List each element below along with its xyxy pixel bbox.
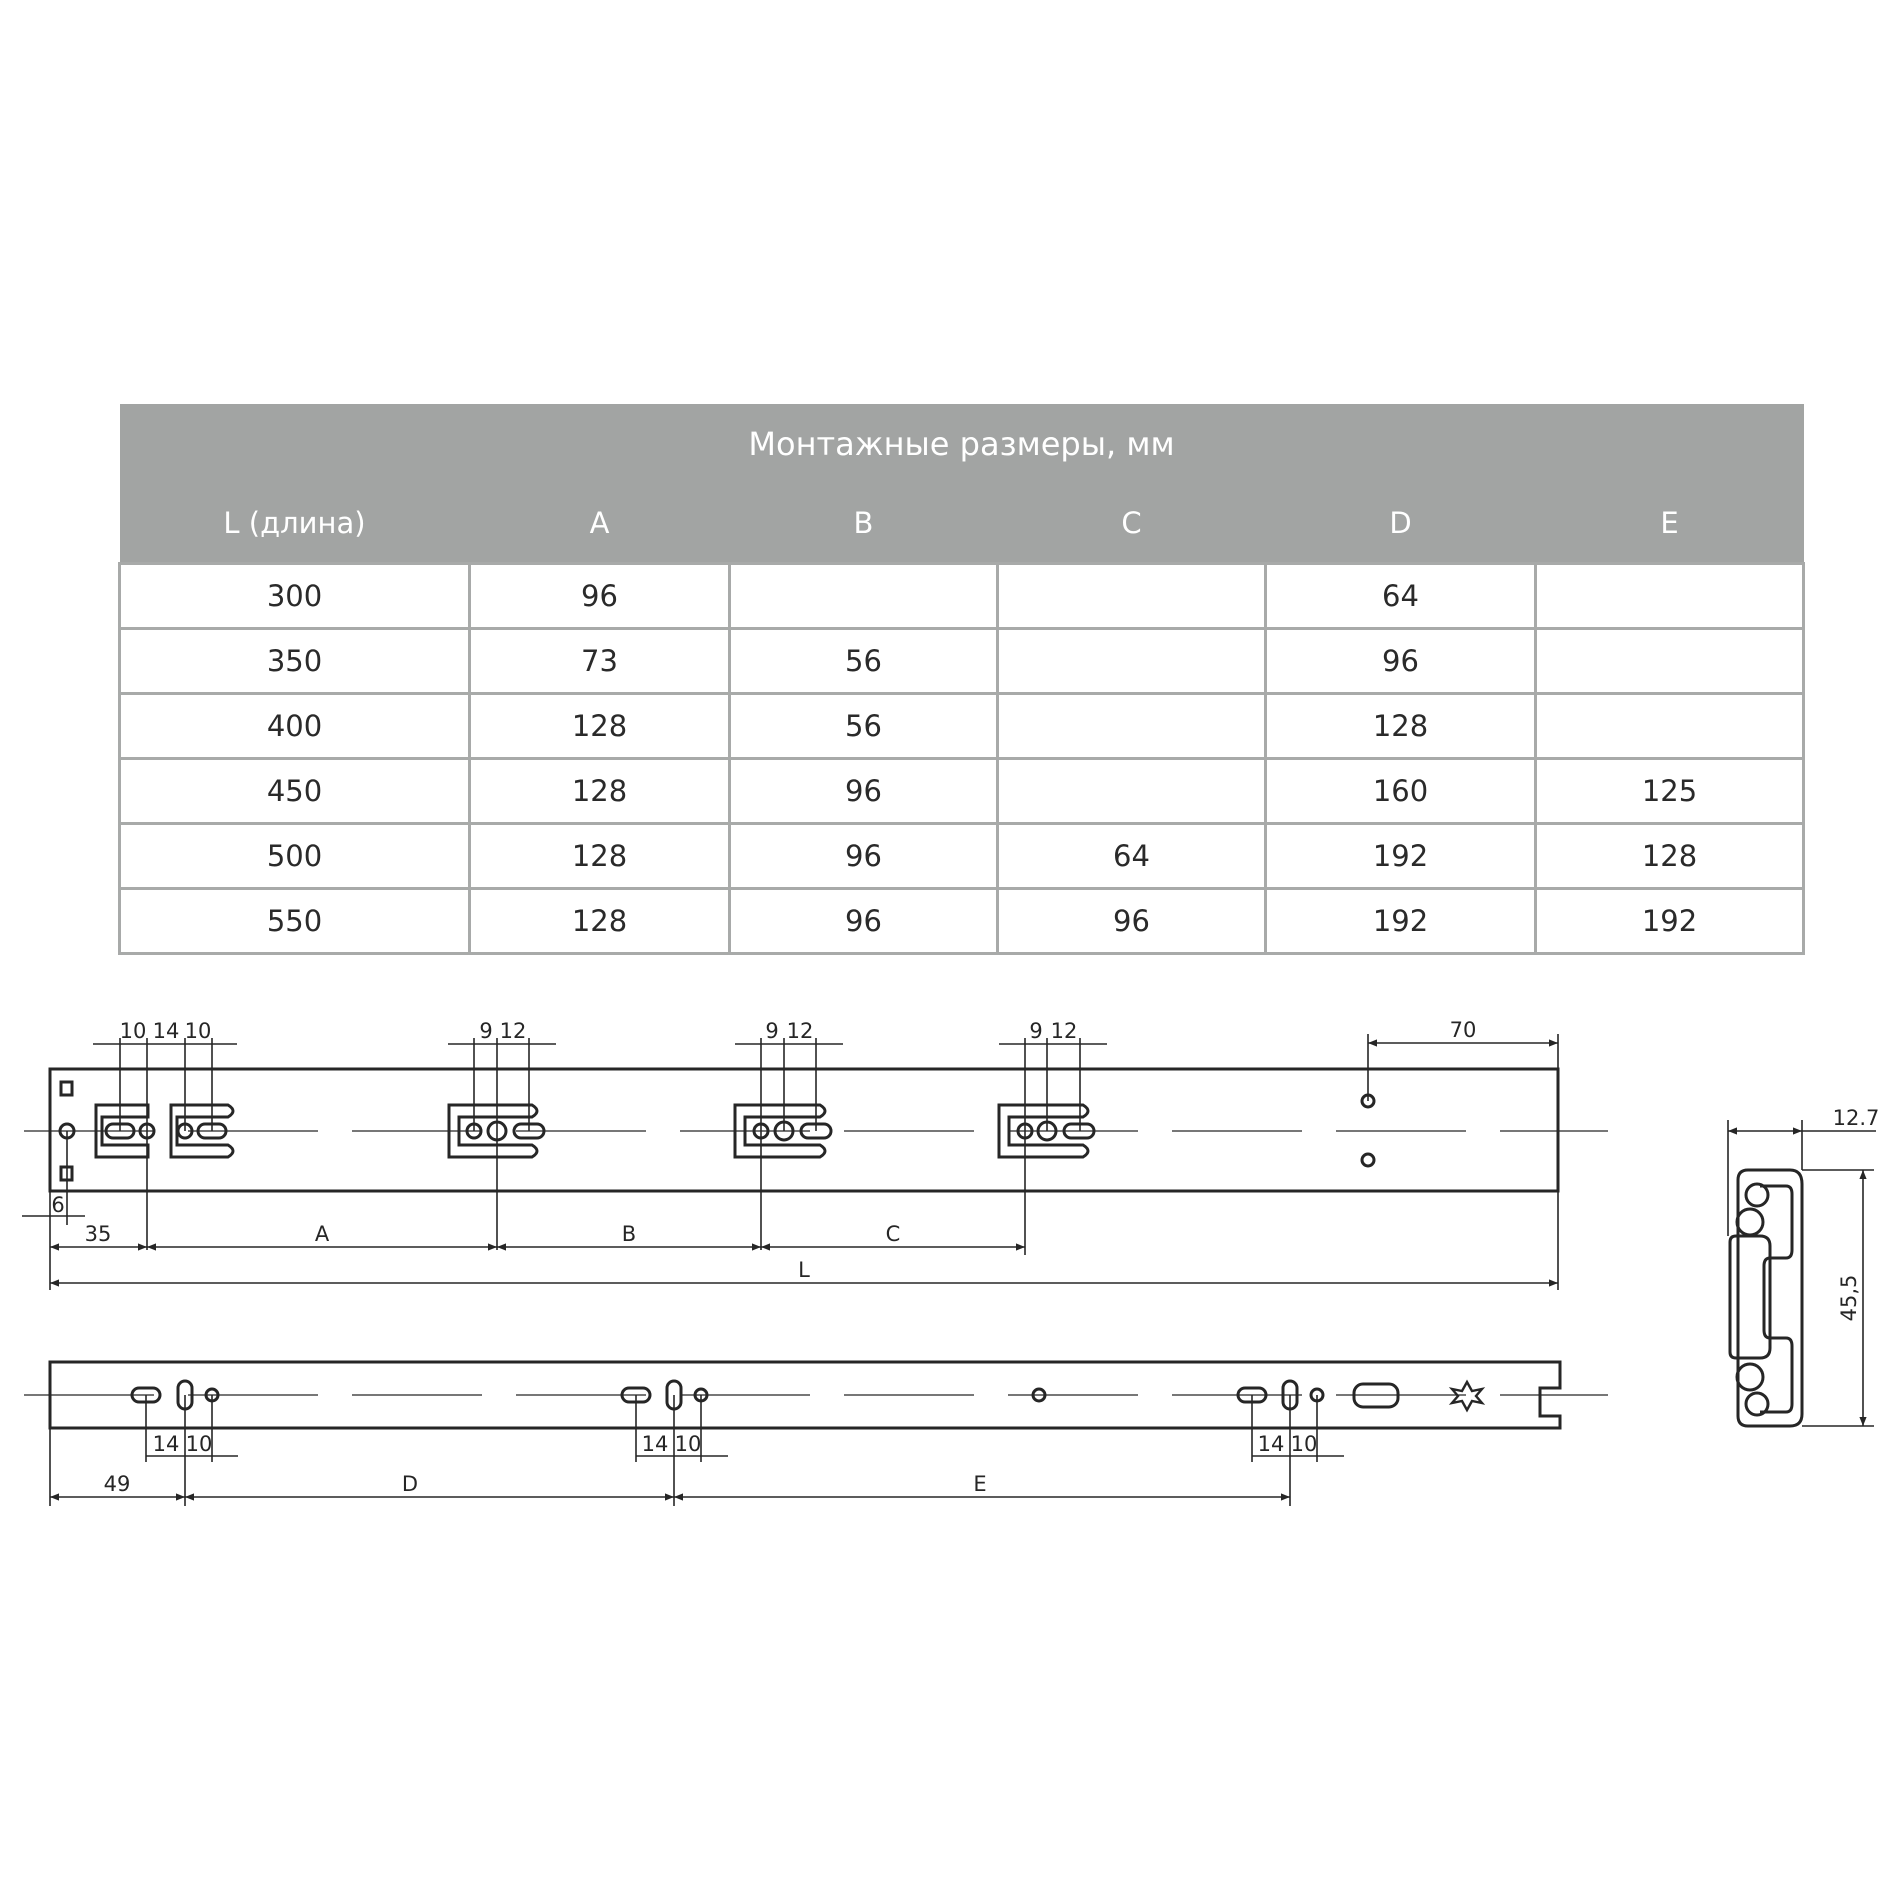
cell-a: 128 bbox=[470, 889, 730, 954]
dimension-chain-de bbox=[50, 1428, 1290, 1506]
rail-profile bbox=[1728, 1106, 1879, 1426]
cell-b: 56 bbox=[730, 629, 998, 694]
dimension-length bbox=[50, 1258, 1558, 1283]
column-header-d: D bbox=[1266, 484, 1536, 564]
ball-bearing-icon bbox=[1737, 1209, 1763, 1235]
star-rivet-icon bbox=[1452, 1382, 1482, 1410]
dim-text-10: 10 bbox=[1290, 1432, 1318, 1456]
cell-b: 96 bbox=[730, 889, 998, 954]
round-hole-icon bbox=[1362, 1154, 1374, 1166]
cell-b: 96 bbox=[730, 824, 998, 889]
dimension-hole-group-3 bbox=[1252, 1395, 1344, 1506]
dim-text-49: 49 bbox=[103, 1472, 131, 1496]
dim-text-12: 12 bbox=[1050, 1019, 1078, 1043]
cell-a: 128 bbox=[470, 694, 730, 759]
column-header-e: E bbox=[1536, 484, 1804, 564]
dimension-hole-group-2 bbox=[636, 1395, 728, 1506]
cell-e: 125 bbox=[1536, 759, 1804, 824]
cell-length: 450 bbox=[120, 759, 470, 824]
dim-text-14: 14 bbox=[152, 1432, 180, 1456]
cell-a: 73 bbox=[470, 629, 730, 694]
dim-text-10-left: 10 bbox=[119, 1019, 147, 1043]
cell-length: 550 bbox=[120, 889, 470, 954]
dim-text-6: 6 bbox=[51, 1193, 65, 1217]
cell-c: 64 bbox=[998, 824, 1266, 889]
dimension-bracket-3 bbox=[735, 1019, 843, 1250]
cell-a: 128 bbox=[470, 759, 730, 824]
top-rail-outline bbox=[50, 1069, 1558, 1191]
cell-e: 192 bbox=[1536, 889, 1804, 954]
dim-text-70: 70 bbox=[1449, 1018, 1477, 1042]
ball-bearing-icon bbox=[1746, 1393, 1768, 1415]
column-header-length: L (длина) bbox=[120, 484, 470, 564]
top-rail bbox=[22, 1018, 1608, 1290]
dim-text-12-7: 12.7 bbox=[1832, 1106, 1880, 1130]
column-header-b: B bbox=[730, 484, 998, 564]
cell-d: 192 bbox=[1266, 889, 1536, 954]
dim-label-l: L bbox=[798, 1258, 810, 1282]
dim-text-10: 10 bbox=[674, 1432, 702, 1456]
dim-text-45-5: 45,5 bbox=[1837, 1274, 1861, 1322]
dim-label-d: D bbox=[401, 1472, 419, 1496]
cell-d: 64 bbox=[1266, 564, 1536, 629]
dim-text-9: 9 bbox=[765, 1019, 779, 1043]
dim-text-9: 9 bbox=[1029, 1019, 1043, 1043]
dimension-end-offset bbox=[1368, 1018, 1558, 1101]
dim-text-35: 35 bbox=[84, 1222, 112, 1246]
ball-bearing-icon bbox=[1746, 1184, 1768, 1206]
dim-label-c: C bbox=[885, 1222, 901, 1246]
dim-text-9: 9 bbox=[479, 1019, 493, 1043]
dimension-edge-offset bbox=[22, 1131, 85, 1225]
dimension-hole-group-1 bbox=[146, 1395, 238, 1506]
cell-e: 128 bbox=[1536, 824, 1804, 889]
cell-length: 300 bbox=[120, 564, 470, 629]
dimension-bracket-4 bbox=[999, 1019, 1107, 1250]
cell-b: 56 bbox=[730, 694, 998, 759]
dim-text-14: 14 bbox=[152, 1019, 180, 1043]
dimension-bracket-2 bbox=[448, 1019, 556, 1250]
profile-inner-channel bbox=[1760, 1186, 1792, 1412]
cell-c: 96 bbox=[998, 889, 1266, 954]
cell-b: 96 bbox=[730, 759, 998, 824]
dim-label-a: A bbox=[314, 1222, 330, 1246]
cell-a: 128 bbox=[470, 824, 730, 889]
cell-length: 400 bbox=[120, 694, 470, 759]
cell-d: 96 bbox=[1266, 629, 1536, 694]
dim-text-14: 14 bbox=[1257, 1432, 1285, 1456]
dim-text-12: 12 bbox=[786, 1019, 814, 1043]
column-header-a: A bbox=[470, 484, 730, 564]
dim-text-10: 10 bbox=[185, 1432, 213, 1456]
square-hole-icon bbox=[61, 1082, 72, 1095]
cell-length: 500 bbox=[120, 824, 470, 889]
dim-text-12: 12 bbox=[499, 1019, 527, 1043]
dim-text-10-right: 10 bbox=[184, 1019, 212, 1043]
dim-label-e: E bbox=[973, 1472, 987, 1496]
cell-d: 192 bbox=[1266, 824, 1536, 889]
cell-d: 128 bbox=[1266, 694, 1536, 759]
cell-d: 160 bbox=[1266, 759, 1536, 824]
cell-length: 350 bbox=[120, 629, 470, 694]
column-header-c: C bbox=[998, 484, 1266, 564]
ball-bearing-icon bbox=[1737, 1364, 1763, 1390]
dimension-profile-height bbox=[1802, 1170, 1874, 1426]
dimension-first-bracket bbox=[93, 1019, 237, 1250]
dim-text-14: 14 bbox=[641, 1432, 669, 1456]
bottom-rail bbox=[24, 1362, 1608, 1506]
cell-a: 96 bbox=[470, 564, 730, 629]
dim-label-b: B bbox=[621, 1222, 637, 1246]
table-title: Монтажные размеры, мм bbox=[120, 404, 1804, 484]
